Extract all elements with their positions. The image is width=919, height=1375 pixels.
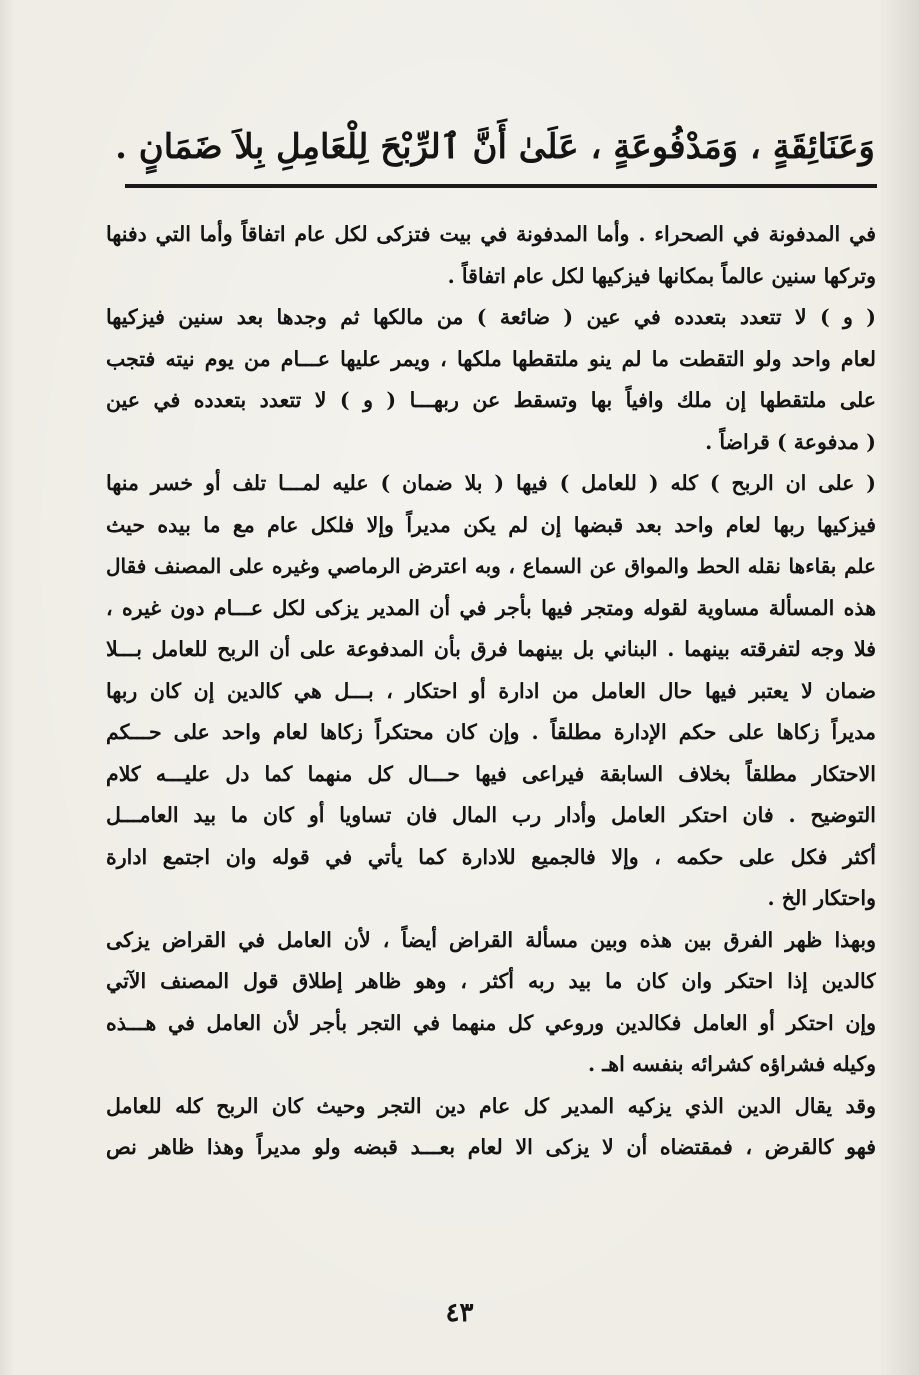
text-line: وإن احتكر أو العامل فكالدين وروعي كل منهما في التجر بأجر لأن العامل في هـــذه (106, 1010, 876, 1035)
commentary-text (106, 214, 876, 1169)
text-line: وكيله فشراؤه كشرائه بنفسه اهـ . (588, 1052, 876, 1076)
text-line: ( و ) لا تتعدد بتعدده في عين ( ضائعة ) من مالكها ثم وجدها بعد سنين فيزكيها (106, 305, 876, 329)
header-divider (125, 184, 877, 188)
text-line: فلا وجه لتفرقته بينهما . البناني بل بينهما فرق بأن المدفوعة على أن الربح للعامل بـــلا (106, 637, 876, 661)
page-header-title: وَعَنَائِقَةٍ ، وَمَدْفُوعَةٍ ، عَلَىٰ أَنَّ ٱلرِّبْحَ لِلْعَامِلِ بِلاَ ضَمَانٍ . (115, 127, 875, 167)
text-line: على ملتقطها إن ملك وافياً بها وتسقط عن ربهـــا ( و ) لا تتعدد بتعدده في عين (106, 388, 876, 412)
text-line: التوضيح . فان احتكر العامل وأدار رب المال فان تساويا أو كان ما بيد العامـــل (106, 803, 876, 827)
text-line: كالدين إذا احتكر وان كان ما بيد ربه أكثر ، وهو ظاهر إطلاق قول المصنف الآتي (106, 969, 876, 993)
text-line: لعام واحد ولو التقطت ما لم ينو ملتقطها ملكها ، ويمر عليها عـــام من يوم نيته فتجب (106, 346, 876, 371)
text-line: ( على ان الربح ) كله ( للعامل ) فيها ( بلا ضمان ) عليه لمـــا تلف أو خسر منها (106, 471, 876, 495)
text-line: وبهذا ظهر الفرق بين هذه وبين مسألة القراض أيضاً ، لأن العامل في القراض يزكى (106, 927, 876, 952)
text-line: مديراً زكاها على حكم الإدارة مطلقاً . وإن كان محتكراً زكاها لعام واحد على حـــكم (106, 720, 876, 744)
text-line: وقد يقال الدين الذي يزكيه المدير كل عام دين التجر وحيث كان الربح كله للعامل (106, 1093, 876, 1118)
text-line: في المدفونة في الصحراء . وأما المدفونة في بيت فتزكى لكل عام اتفاقاً وأما التي دفنها (106, 222, 876, 246)
page-number: ٤٣ (445, 1298, 474, 1328)
text-line: ضمان لا يعتبر فيها حال العامل من ادارة أو احتكار ، بـــل هي كالدين إن كان ربها (106, 678, 876, 703)
text-line: هذه المسألة مساوية لقوله ومتجر فيها بأجر في أن المدير يزكى لكل عـــام دون غيره ، (106, 595, 876, 620)
page-edge-shadow-left (0, 0, 14, 1375)
text-line: فيزكيها ربها لعام واحد بعد قبضها إن لم يكن مديراً وإلا فلكل عام مع ما بيده حيث (106, 512, 876, 537)
text-line: واحتكار الخ . (767, 886, 876, 910)
text-line: وتركها سنين عالماً بمكانها فيزكيها لكل عام اتفاقاً . (447, 263, 876, 288)
text-line: الاحتكار مطلقاً بخلاف السابقة فيراعى فيها حـــال كل منهما كما دل عليـــه كلام (106, 761, 876, 786)
text-line: فهو كالقرض ، فمقتضاه أن لا يزكى الا لعام بعـــد قبضه ولو مديراً وهذا ظاهر نص (106, 1135, 876, 1159)
page-edge-shadow-right (879, 0, 919, 1375)
text-line: ( مدفوعة ) قراضاً . (705, 429, 876, 454)
text-line: أكثر فكل على حكمه ، وإلا فالجميع للادارة كما يأتي في قوله وان اجتمع ادارة (106, 844, 876, 869)
text-line: علم بقاءها نقله الحط والمواق عن السماع ، وبه اعترض الرماصي وغيره على المصنف فقال (106, 554, 876, 578)
